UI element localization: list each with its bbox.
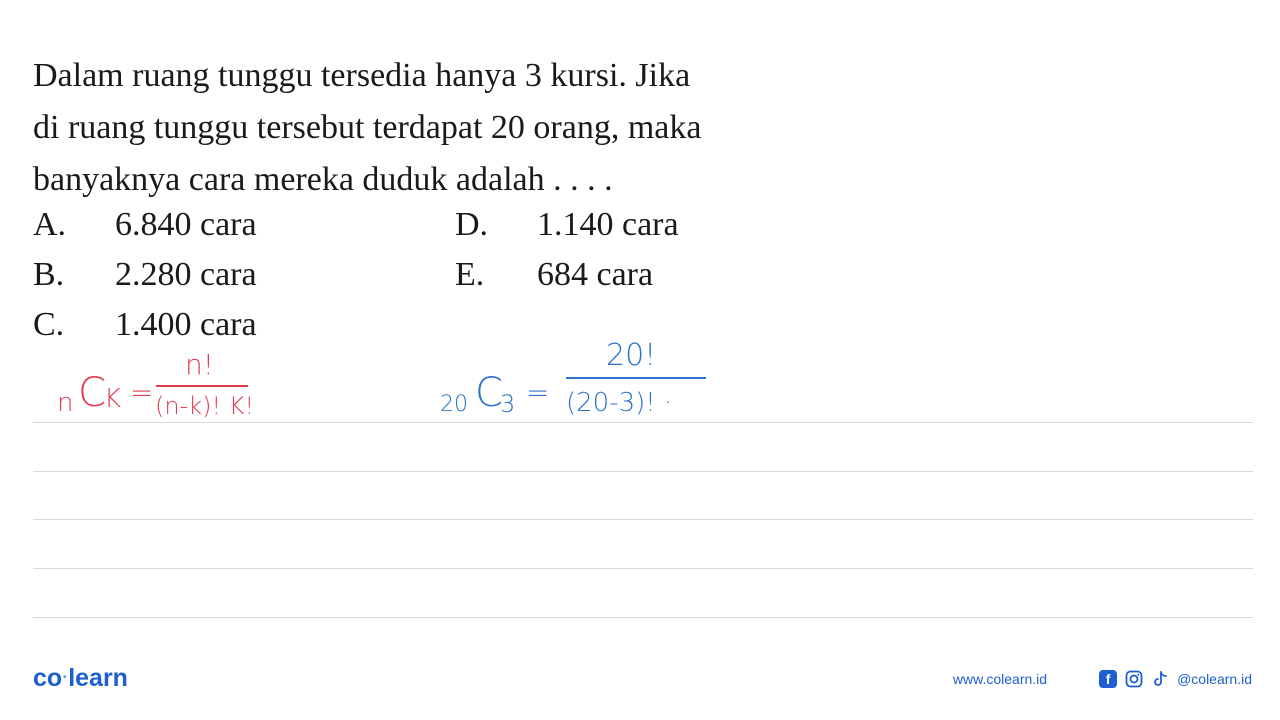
ruled-line [33, 568, 1253, 569]
hand-denominator: (20-3)! · [566, 388, 673, 418]
logo-part-co: co [33, 664, 63, 692]
option-a-text: 6.840 cara [115, 206, 257, 243]
hand-sub-k: K [104, 384, 122, 414]
hand-equals: = [130, 376, 154, 409]
instagram-icon[interactable] [1125, 670, 1143, 688]
option-e[interactable] [455, 255, 653, 295]
hand-symbol-c: C [78, 370, 106, 416]
tiktok-icon[interactable] [1151, 670, 1169, 688]
hand-sub-20: 20 [440, 392, 468, 417]
facebook-icon[interactable]: f [1099, 670, 1117, 688]
hand-equals: = [526, 376, 550, 409]
option-b-letter: B. [33, 256, 65, 293]
hand-numerator: 20! [606, 338, 657, 373]
hand-sub-n: n [57, 388, 74, 418]
option-d[interactable] [455, 205, 679, 245]
hand-fraction-bar [566, 377, 706, 379]
hand-fraction-bar [156, 385, 248, 387]
footer-links [953, 670, 1252, 688]
website-link[interactable]: www.colearn.id [952, 671, 1048, 687]
colearn-logo [33, 664, 128, 693]
question-line-1: Dalam ruang tunggu tersedia hanya 3 kursi. Jika [33, 57, 691, 94]
social-handle[interactable]: @colearn.id [1177, 671, 1252, 687]
hand-numerator: n! [185, 348, 214, 381]
logo-dot: · [62, 667, 69, 687]
ruled-line [33, 617, 1253, 618]
option-c[interactable] [33, 305, 257, 345]
hand-denominator: (n-k)! K! [155, 392, 255, 420]
option-b[interactable] [33, 255, 257, 295]
ruled-line [33, 422, 1253, 423]
option-a-letter: A. [33, 206, 67, 243]
option-d-letter: D. [455, 206, 489, 243]
question-line-3: banyaknya cara mereka duduk adalah . . . . [33, 161, 613, 198]
option-a[interactable] [33, 205, 257, 245]
hand-symbol-c: C [475, 370, 503, 416]
ruled-line [33, 471, 1253, 472]
hand-sub-3: 3 [500, 390, 516, 418]
option-c-letter: C. [33, 306, 65, 343]
option-e-letter: E. [455, 256, 485, 293]
logo-part-learn: learn [68, 664, 128, 692]
option-c-text: 1.400 cara [115, 306, 257, 343]
option-d-text: 1.140 cara [537, 206, 679, 243]
option-b-text: 2.280 cara [115, 256, 257, 293]
ruled-line [33, 519, 1253, 520]
option-e-text: 684 cara [537, 256, 654, 293]
question-text [33, 50, 913, 206]
question-line-2: di ruang tunggu tersebut terdapat 20 orang, maka [33, 109, 702, 146]
